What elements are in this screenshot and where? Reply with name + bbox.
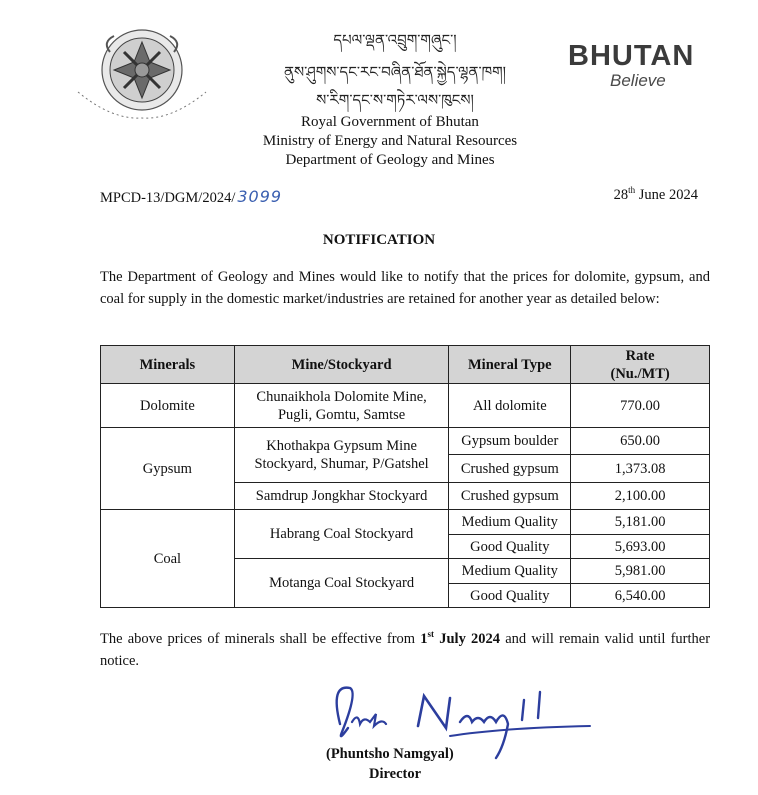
cell-rate: 5,981.00	[571, 559, 710, 584]
cell-rate: 5,693.00	[571, 535, 710, 559]
cell-mineral: Gypsum	[101, 428, 235, 510]
date-suffix: th	[628, 185, 636, 196]
tibetan-line-3: ས་རིག་དང་ས་གཏེར་ལས་ཁུངས།	[316, 91, 474, 109]
cell-mineral: Dolomite	[101, 384, 235, 428]
cell-rate: 5,181.00	[571, 510, 710, 535]
closing-paragraph	[100, 628, 710, 672]
reference-number	[100, 187, 282, 207]
cell-type: Good Quality	[449, 535, 571, 559]
effective-date	[420, 631, 500, 647]
cell-type: All dolomite	[449, 384, 571, 428]
cell-type: Good Quality	[449, 584, 571, 608]
cell-type: Medium Quality	[449, 559, 571, 584]
gov-line-1: Royal Government of Bhutan	[301, 114, 479, 130]
cell-rate: 1,373.08	[571, 455, 710, 483]
table-row	[101, 510, 710, 535]
notification-title: NOTIFICATION	[322, 232, 436, 248]
government-header	[240, 113, 540, 170]
closing-pre: The above prices of minerals shall be effective from	[100, 631, 421, 647]
closing-post: and will remain valid until further notice.	[100, 631, 711, 669]
cell-mine: Samdrup Jongkhar Stockyard	[234, 483, 449, 510]
header-mineral-type: Mineral Type	[449, 346, 571, 384]
date-day: 28	[613, 187, 629, 203]
cell-mineral: Coal	[101, 510, 235, 608]
mine-line-1: Chunaikhola Dolomite Mine,	[256, 388, 427, 405]
tibetan-line-2: ནུས་ཤུགས་དང་རང་བཞིན་ཐོན་སྐྱེད་ལྷན་ཁག།	[283, 63, 507, 81]
brand-sub-text: Believe	[610, 71, 666, 90]
header-rate	[571, 346, 710, 384]
reference-handwritten-number: 3099	[237, 187, 283, 206]
header-mine-stockyard: Mine/Stockyard	[234, 346, 449, 384]
header-minerals: Minerals	[101, 346, 235, 384]
signatory-name: (Phuntsho Namgyal)	[326, 746, 454, 762]
cell-rate: 770.00	[571, 384, 710, 428]
signatory-title: Director	[369, 766, 422, 782]
table-row	[101, 384, 710, 428]
table-header-row	[101, 346, 710, 384]
cell-mine: Habrang Coal Stockyard	[234, 510, 449, 559]
effective-suffix: st	[427, 629, 435, 640]
royal-emblem-seal	[72, 22, 212, 122]
header-rate-unit: (Nu./MT)	[610, 365, 670, 382]
cell-type: Gypsum boulder	[449, 428, 571, 455]
effective-day: 1	[420, 631, 428, 647]
bhutan-believe-logo	[568, 40, 728, 91]
mine-line-1: Khothakpa Gypsum Mine	[266, 438, 417, 454]
mineral-rates-table	[100, 345, 710, 608]
gov-line-3: Department of Geology and Mines	[285, 152, 495, 168]
cell-type: Crushed gypsum	[449, 483, 571, 510]
cell-type: Medium Quality	[449, 510, 571, 535]
gov-line-2: Ministry of Energy and Natural Resources	[262, 133, 518, 149]
cell-type: Crushed gypsum	[449, 455, 571, 483]
cell-rate: 650.00	[571, 428, 710, 455]
tibetan-line-1: དཔལ་ལྡན་འབྲུག་གཞུང་།	[333, 31, 457, 49]
header-rate-label: Rate	[625, 347, 655, 364]
cell-rate: 6,540.00	[571, 584, 710, 608]
effective-rest: July 2024	[434, 631, 501, 647]
mine-line-2: Stockyard, Shumar, P/Gatshel	[254, 456, 429, 472]
cell-mine	[234, 428, 449, 483]
cell-rate: 2,100.00	[571, 483, 710, 510]
document-date	[614, 187, 698, 204]
brand-main-text: BHUTAN	[568, 40, 695, 72]
cell-mine: Motanga Coal Stockyard	[234, 559, 449, 608]
date-rest: June 2024	[635, 187, 698, 203]
mine-line-2: Pugli, Gomtu, Samtse	[277, 406, 406, 423]
intro-paragraph: The Department of Geology and Mines would like to notify that the prices for dolomite, gypsum, and coal for supply in the domestic market/industries are retained for another year as detailed below:	[100, 269, 710, 307]
reference-code: MPCD-13/DGM/2024/	[100, 190, 236, 206]
table-row	[101, 428, 710, 455]
cell-mine	[234, 384, 449, 428]
